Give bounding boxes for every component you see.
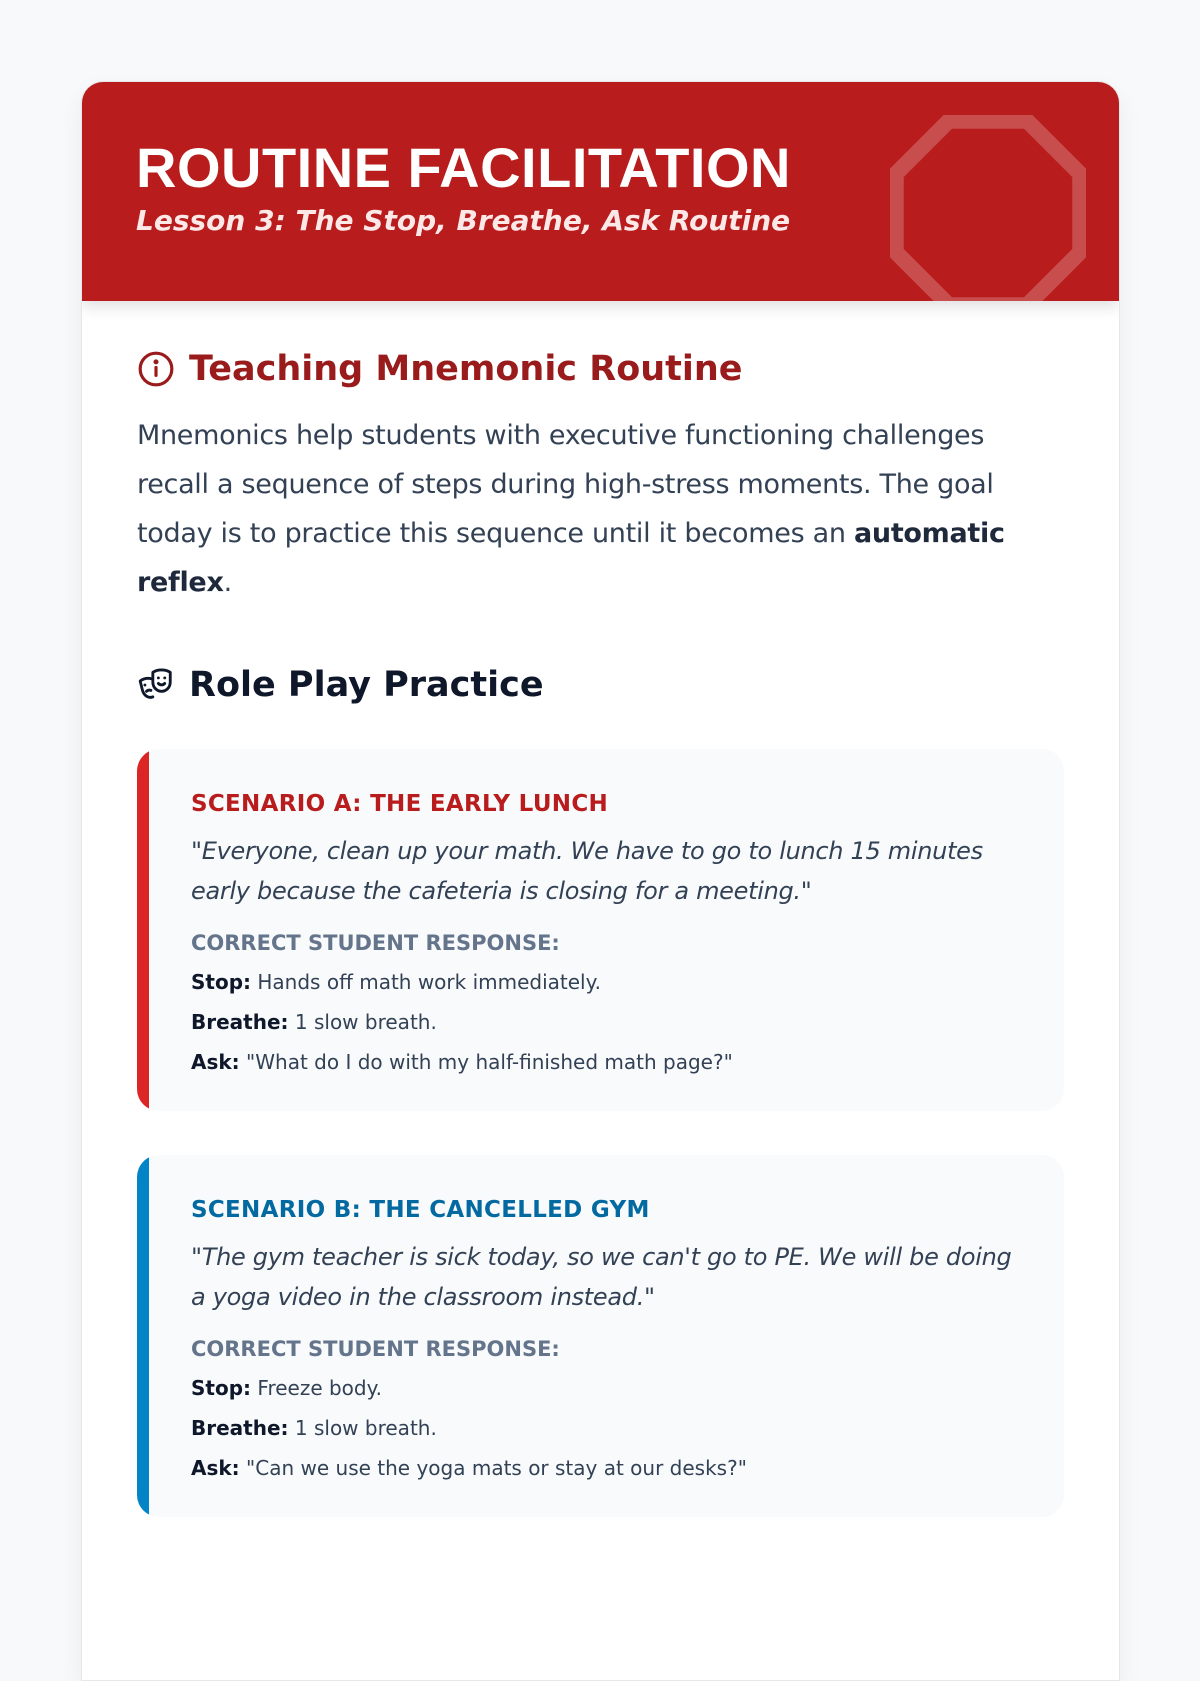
theater-masks-icon	[137, 666, 175, 704]
step-label: Ask:	[191, 1456, 240, 1480]
section-heading-mnemonic	[137, 349, 1064, 389]
step-breathe	[191, 1415, 1024, 1441]
step-text: Freeze body.	[251, 1376, 382, 1400]
heading-text: Role Play Practice	[189, 665, 544, 705]
section-heading-roleplay	[137, 665, 1064, 705]
step-text: "What do I do with my half-finished math page?"	[239, 1050, 733, 1074]
step-stop	[191, 969, 1024, 995]
step-stop	[191, 1375, 1024, 1401]
heading-text: Teaching Mnemonic Routine	[189, 349, 743, 389]
scenario-title: SCENARIO A: THE EARLY LUNCH	[191, 791, 609, 817]
lesson-card	[81, 81, 1120, 1681]
response-label: CORRECT STUDENT RESPONSE:	[191, 1337, 560, 1361]
step-ask	[191, 1049, 1024, 1075]
text: .	[223, 567, 232, 598]
step-text: 1 slow breath.	[288, 1416, 437, 1440]
stop-sign-icon	[890, 115, 1086, 301]
step-text: "Can we use the yoga mats or stay at our desks?"	[239, 1456, 747, 1480]
mnemonic-description	[137, 411, 1064, 607]
info-icon	[137, 350, 175, 388]
step-label: Stop:	[191, 970, 252, 994]
text: Mnemonics help students with executive functioning challenges recall a sequence of steps during high-stress moments. The goal today is to practice this sequence until it becomes an	[137, 420, 994, 549]
step-label: Ask:	[191, 1050, 240, 1074]
step-text: Hands off math work immediately.	[251, 970, 601, 994]
scenario-quote: "The gym teacher is sick today, so we can't go to PE. We will be doing a yoga video in the classroom instead."	[191, 1243, 1012, 1311]
step-breathe	[191, 1009, 1024, 1035]
scenario-title: SCENARIO B: THE CANCELLED GYM	[191, 1197, 650, 1223]
scenario-card-a	[137, 749, 1064, 1111]
step-text: 1 slow breath.	[288, 1010, 437, 1034]
scenario-card-b	[137, 1155, 1064, 1517]
scenario-quote: "Everyone, clean up your math. We have to go to lunch 15 minutes early because the cafeteria is closing for a meeting."	[191, 837, 983, 905]
response-label: CORRECT STUDENT RESPONSE:	[191, 931, 560, 955]
step-label: Breathe:	[191, 1010, 289, 1034]
lesson-header	[82, 82, 1119, 301]
lesson-subtitle: Lesson 3: The Stop, Breathe, Ask Routine	[136, 204, 791, 237]
page-title: ROUTINE FACILITATION	[136, 136, 791, 199]
step-ask	[191, 1455, 1024, 1481]
emphasis: automatic reflex	[137, 518, 1005, 598]
step-label: Stop:	[191, 1376, 252, 1400]
step-label: Breathe:	[191, 1416, 289, 1440]
